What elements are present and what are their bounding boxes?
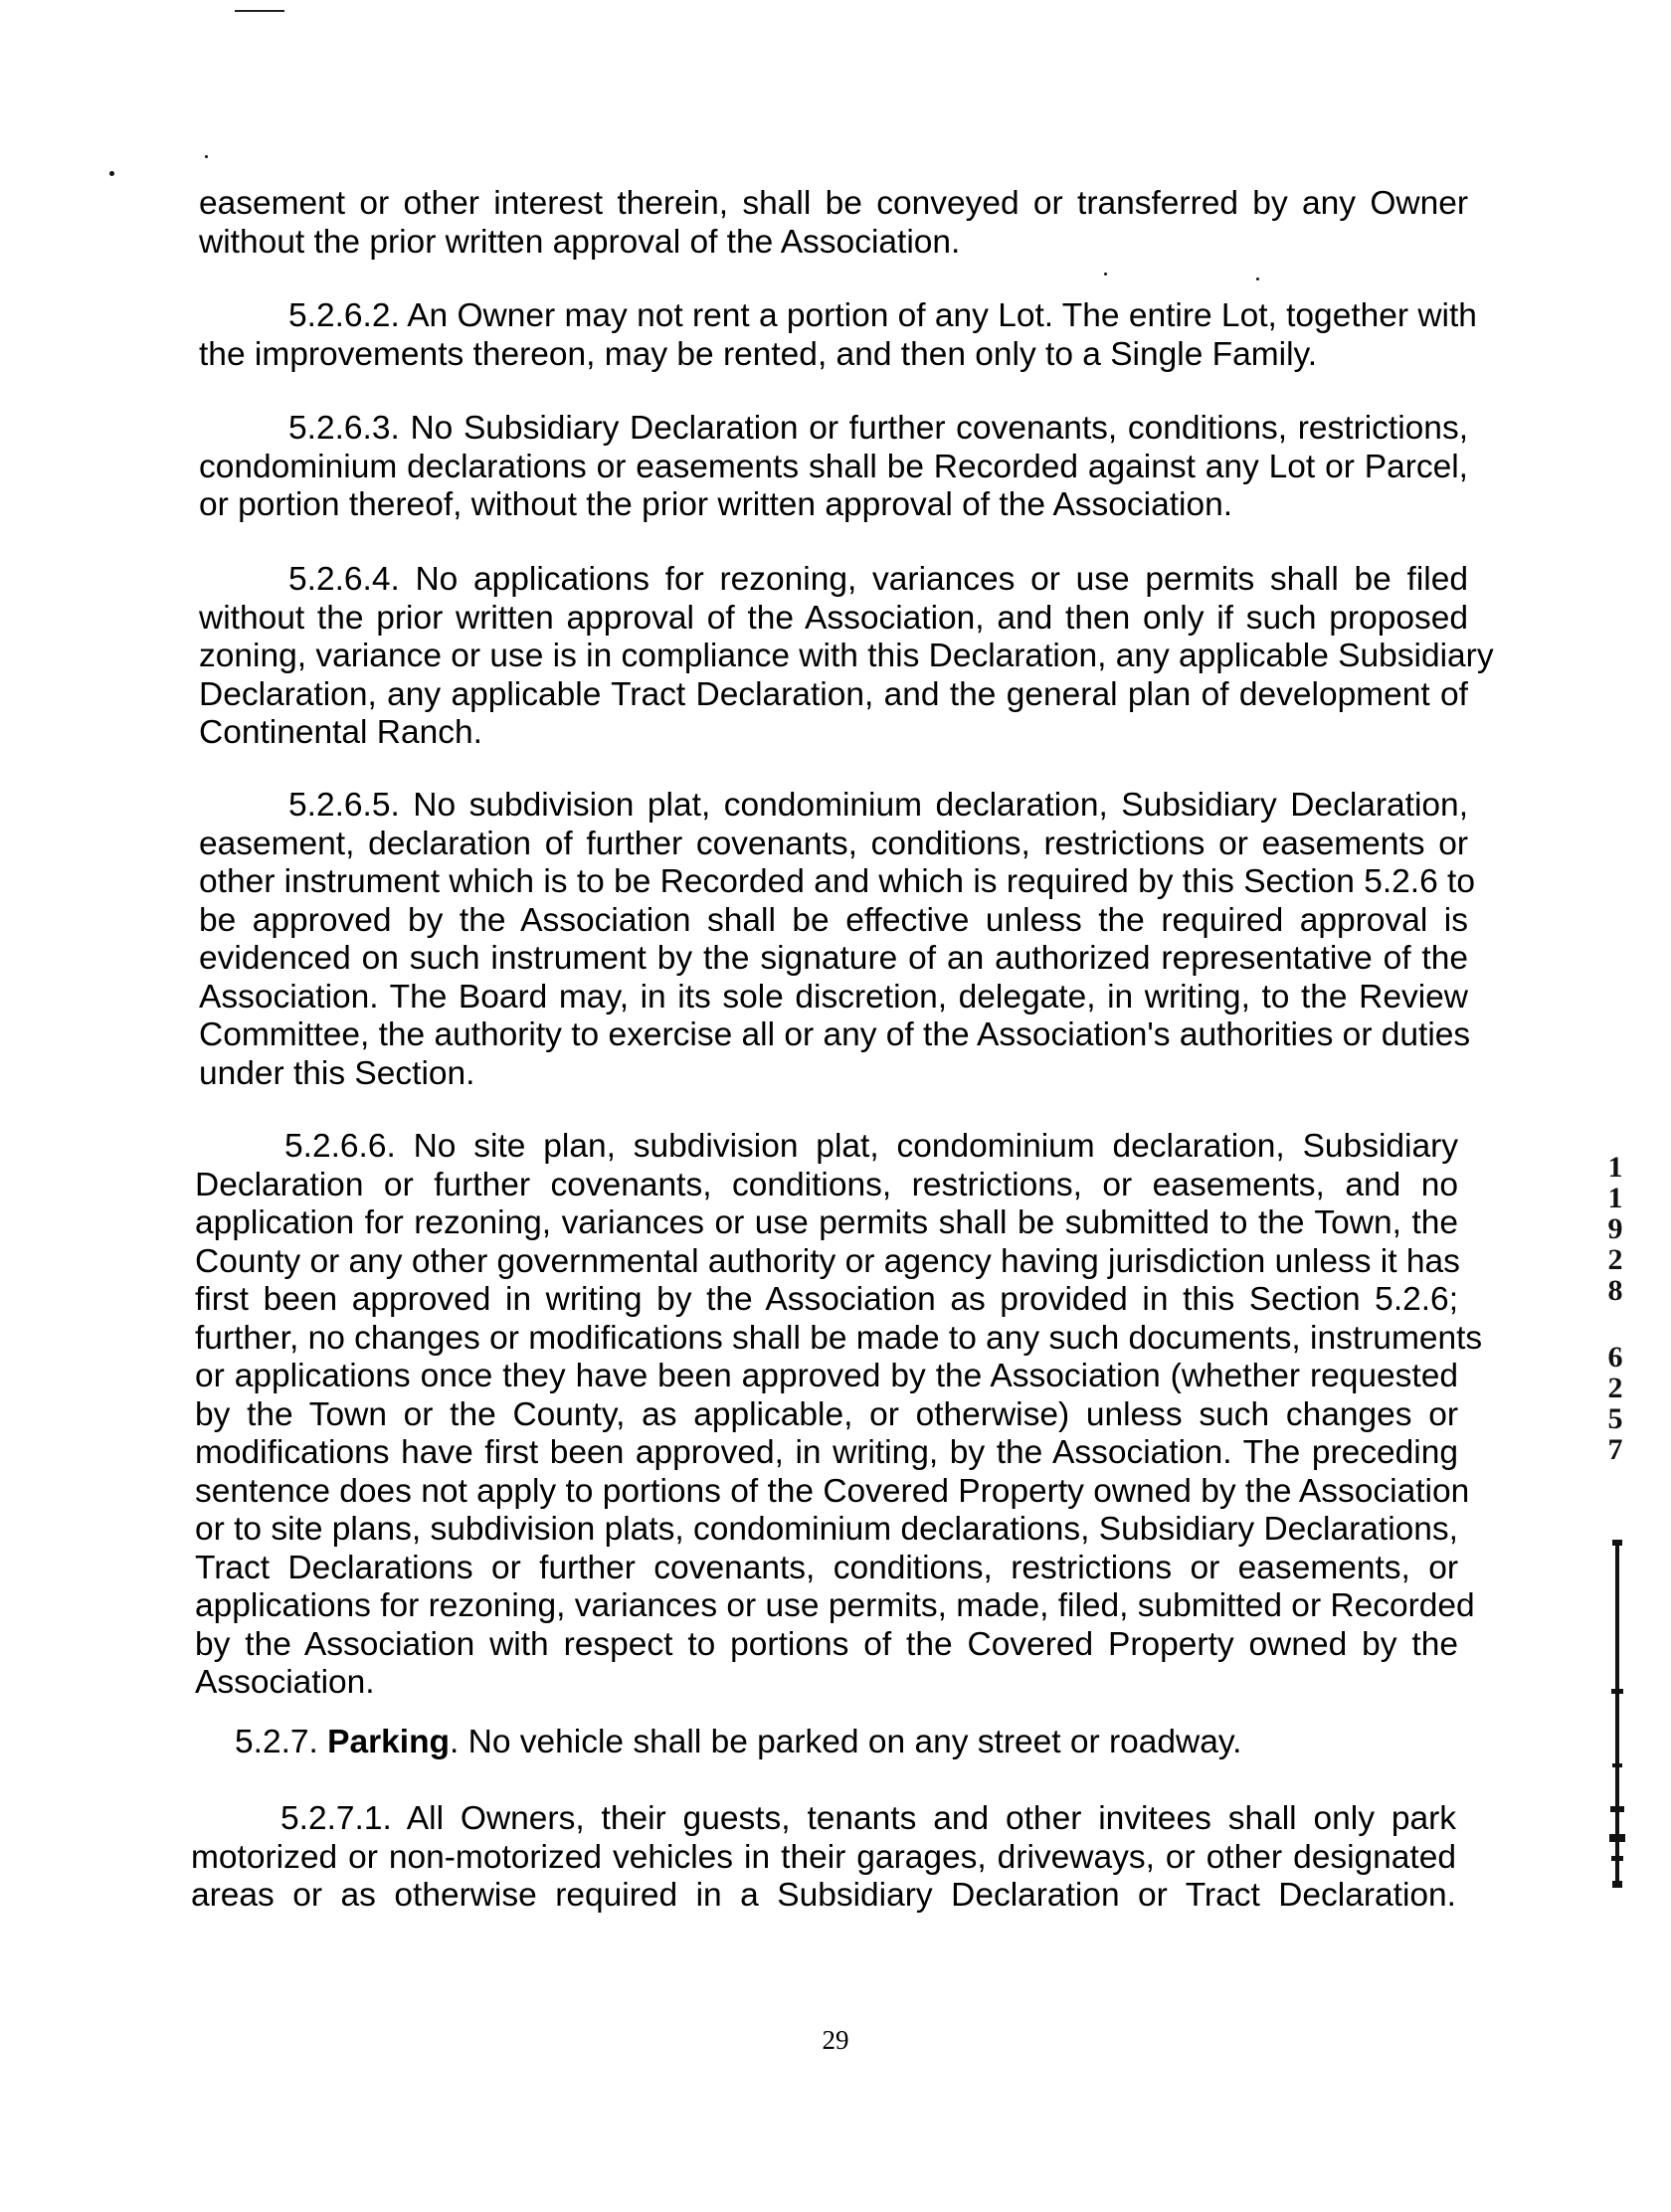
text-line: other instrument which is to be Recorded and which is required by this Section 5.2.6 to	[199, 863, 1475, 900]
stamp-digit: 5	[1607, 1402, 1623, 1435]
text-line: zoning, variance or use is in compliance with this Declaration, any applicable Subsidiary	[199, 638, 1494, 674]
scan-speck	[1104, 273, 1107, 276]
stamp-barcode-mark	[1607, 1540, 1627, 1888]
text-line: Declaration, any applicable Tract Declaration, and the general plan of development of	[199, 675, 1468, 713]
stamp-digit: 1	[1607, 1182, 1623, 1214]
stamp-digit: 7	[1607, 1433, 1623, 1466]
text-line: Tract Declarations or further covenants, conditions, restrictions or easements, or	[195, 1549, 1458, 1586]
paragraph-5-2-7	[195, 1724, 1464, 1762]
text-line: areas or as otherwise required in a Subsidiary Declaration or Tract Declaration.	[191, 1877, 1456, 1914]
text-line: without the prior written approval of the Association, and then only if such proposed	[199, 599, 1468, 637]
text-line: 5.2.6.6. No site plan, subdivision plat, condominium declaration, Subsidiary	[284, 1128, 1458, 1165]
text-line: evidenced on such instrument by the signature of an authorized representative of the	[199, 940, 1468, 977]
text-line: or applications once they have been approved by the Association (whether requested	[195, 1358, 1458, 1394]
stamp-digit: 6	[1607, 1341, 1623, 1374]
text-line: by the Town or the County, as applicable, or otherwise) unless such changes or	[195, 1395, 1458, 1433]
text-line: further, no changes or modifications shall be made to any such documents, instruments	[195, 1319, 1483, 1357]
paragraph-5-2-6-4	[199, 561, 1494, 753]
stamp-digit: 2	[1607, 1243, 1623, 1276]
text-line: by the Association with respect to portions of the Covered Property owned by the	[195, 1625, 1458, 1663]
section-number: 5.2.7.	[235, 1724, 318, 1760]
stamp-digit: 2	[1607, 1372, 1623, 1404]
text-line: easement, declaration of further covenants, conditions, restrictions or easements or	[199, 825, 1468, 862]
stamp-digit: 1	[1607, 1151, 1623, 1184]
text-line: application for rezoning, variances or use permits shall be submitted to the Town, the	[195, 1204, 1458, 1241]
text-line: without the prior written approval of the Association.	[199, 223, 961, 261]
stamp-digit: 9	[1607, 1212, 1623, 1245]
text-line: or portion thereof, without the prior written approval of the Association.	[199, 486, 1233, 523]
text-line: 5.2.6.3. No Subsidiary Declaration or further covenants, conditions, restrictions,	[288, 410, 1468, 447]
stamp-digit: 8	[1607, 1274, 1623, 1307]
text-line: condominium declarations or easements shall be Recorded against any Lot or Parcel,	[199, 448, 1468, 485]
text-line: Association.	[195, 1664, 375, 1701]
text-line: motorized or non-motorized vehicles in their garages, driveways, or other designated	[191, 1838, 1456, 1876]
text-line: or to site plans, subdivision plats, condominium declarations, Subsidiary Declarations,	[195, 1511, 1458, 1548]
scan-speck	[109, 171, 114, 176]
paragraph-5-2-7-1	[191, 1800, 1456, 1916]
text-line: Association. The Board may, in its sole discretion, delegate, in writing, to the Review	[199, 978, 1468, 1015]
text-line: 5.2.6.5. No subdivision plat, condominium declaration, Subsidiary Declaration,	[288, 787, 1468, 824]
text-line: Continental Ranch.	[199, 714, 482, 751]
section-text: . No vehicle shall be parked on any street or roadway.	[450, 1724, 1242, 1760]
text-line: 5.2.6.4. No applications for rezoning, variances or use permits shall be filed	[288, 561, 1468, 598]
text-line: be approved by the Association shall be effective unless the required approval is	[199, 901, 1468, 939]
text-line	[195, 1724, 1464, 1762]
text-line: Committee, the authority to exercise all or any of the Association's authorities or duties	[199, 1016, 1471, 1053]
text-line: County or any other governmental authority or agency having jurisdiction unless it has	[195, 1242, 1460, 1280]
scan-speck	[205, 155, 208, 158]
text-line: modifications have first been approved, in writing, by the Association. The preceding	[195, 1434, 1458, 1471]
paragraph-5-2-6-3	[199, 410, 1468, 525]
top-rule	[235, 10, 284, 12]
text-line: Declaration or further covenants, conditions, restrictions, or easements, and no	[195, 1166, 1458, 1203]
text-line: the improvements thereon, may be rented, and then only to a Single Family.	[199, 335, 1318, 373]
paragraph-continuation	[199, 185, 1468, 262]
paragraph-5-2-6-2	[199, 297, 1477, 374]
scan-speck	[1256, 277, 1259, 280]
text-line: sentence does not apply to portions of the Covered Property owned by the Association	[195, 1472, 1470, 1510]
paragraph-5-2-6-5	[199, 787, 1475, 1093]
recording-number-stamp	[1597, 1152, 1633, 1465]
text-line: applications for rezoning, variances or use permits, made, filed, submitted or Recorded	[195, 1587, 1475, 1624]
text-line: 5.2.6.2. An Owner may not rent a portion of any Lot. The entire Lot, together with	[288, 297, 1477, 334]
section-heading: Parking	[327, 1724, 451, 1760]
page-number: 29	[822, 2025, 849, 2055]
text-line: first been approved in writing by the Association as provided in this Section 5.2.6;	[195, 1281, 1458, 1318]
text-line: 5.2.7.1. All Owners, their guests, tenants and other invitees shall only park	[280, 1800, 1456, 1837]
text-line: under this Section.	[199, 1054, 475, 1092]
paragraph-5-2-6-6	[195, 1128, 1483, 1703]
text-line: easement or other interest therein, shall be conveyed or transferred by any Owner	[199, 185, 1468, 222]
